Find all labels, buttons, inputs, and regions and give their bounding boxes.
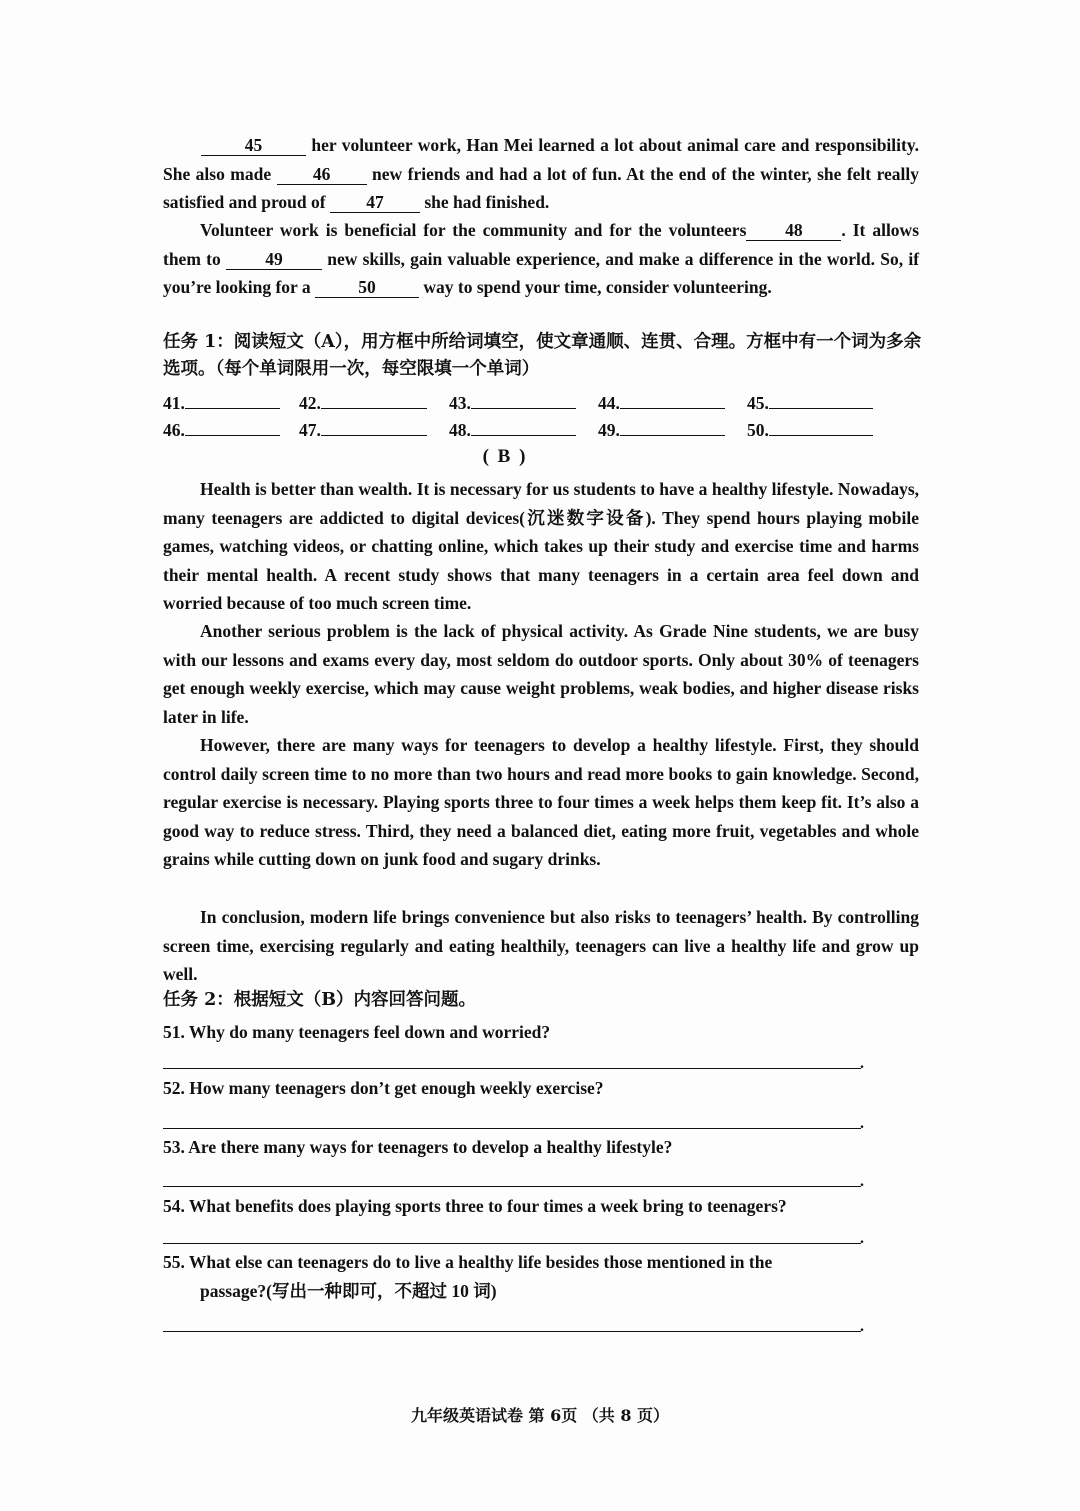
passage-a-text: new skills, gain valuable experience, and make a difference in the world. So, if you’re looking for a	[163, 248, 920, 298]
blank-50[interactable]: 50	[315, 277, 419, 298]
task-2-instruction: 任务 2：根据短文（B）内容回答问题。	[163, 990, 477, 1010]
period-mark: .	[860, 1115, 864, 1132]
answer-number: 41.	[163, 393, 185, 413]
blank-46[interactable]: 46	[277, 164, 367, 185]
answer-line-54[interactable]	[163, 1243, 861, 1244]
passage-a-text: her volunteer work, Han Mei learned a lot about animal care and responsibility. She also made	[163, 135, 919, 184]
answer-line-53[interactable]	[163, 1186, 861, 1187]
passage-a-text: . It allows them to	[163, 220, 919, 269]
answer-blank-41[interactable]	[185, 390, 280, 409]
period-mark: .	[860, 1230, 864, 1247]
question-55-line-1: 55. What else can teenagers do to live a healthy life besides those mentioned in the	[163, 1252, 773, 1272]
answer-number: 50.	[747, 420, 769, 440]
answer-blank-50[interactable]	[769, 417, 873, 436]
answer-number: 49.	[598, 420, 620, 440]
question-51: 51. Why do many teenagers feel down and worried?	[163, 1022, 551, 1042]
answer-line-52[interactable]	[163, 1128, 861, 1129]
answer-blank-49[interactable]	[620, 417, 725, 436]
answer-blank-46[interactable]	[185, 417, 280, 436]
answer-blank-47[interactable]	[321, 417, 427, 436]
passage-a-text: Volunteer work is beneficial for the community and for the volunteers	[200, 220, 747, 240]
passage-a-paragraph-1	[163, 131, 919, 217]
passage-b-paragraph-4: In conclusion, modern life brings convenience but also risks to teenagers’ health. By controlling screen time, exercising regularly and eating healthily, teenagers can live a healthy life and grow up well.	[163, 907, 919, 985]
question-55-line-2: passage?(写出一种即可，不超过 10 词)	[200, 1281, 497, 1301]
answer-line-55[interactable]	[163, 1331, 861, 1332]
answer-number: 43.	[449, 393, 471, 413]
answer-number: 42.	[299, 393, 321, 413]
answer-number: 44.	[598, 393, 620, 413]
task-1-instruction: 任务 1：阅读短文（A），用方框中所给词填空，使文章通顺、连贯、合理。方框中有一个词为多余选项。（每个单词限用一次，每空限填一个单词）	[163, 332, 922, 379]
answer-number: 46.	[163, 420, 185, 440]
answer-line-51[interactable]	[163, 1068, 861, 1069]
blank-45[interactable]: 45	[201, 135, 306, 156]
period-mark: .	[860, 1173, 864, 1190]
answer-number: 45.	[747, 393, 769, 413]
question-54: 54. What benefits does playing sports three to four times a week bring to teenagers?	[163, 1196, 787, 1216]
question-52: 52. How many teenagers don’t get enough weekly exercise?	[163, 1078, 604, 1098]
answer-blank-48[interactable]	[471, 417, 576, 436]
answer-blank-45[interactable]	[769, 390, 873, 409]
page-footer: 九年级英语试卷 第 6页 （共 8 页）	[410, 1406, 670, 1425]
passage-b-paragraph-2: Another serious problem is the lack of physical activity. As Grade Nine students, we are busy with our lessons and exams every day, most seldom do outdoor sports. Only about 30% of teenagers get enough weekly exercise, which may cause weight problems, weak bodies, and higher disease risks later in life.	[163, 621, 919, 727]
period-mark: .	[860, 1318, 864, 1335]
passage-b-paragraph-1: Health is better than wealth. It is necessary for us students to have a healthy lifestyle. Nowadays, many teenagers are addicted to digital devices(沉迷数字设备). They spend hours playing mobile games, watching videos, or chatting online, which takes up their study and exercise time and harms their mental health. A recent study shows that many teenagers in a certain area feel down and worried because of too much screen time.	[163, 479, 919, 614]
passage-b-paragraph-3: However, there are many ways for teenagers to develop a healthy lifestyle. First, they should control daily screen time to no more than two hours and read more books to gain knowledge. Second, regular exercise is necessary. Playing sports three to four times a week helps them keep fit. It’s also a good way to reduce stress. Third, they need a balanced diet, eating more fruit, vegetables and whole grains while cutting down on junk food and sugary drinks.	[163, 735, 919, 870]
period-mark: .	[860, 1055, 864, 1072]
passage-a-paragraph-2	[163, 216, 919, 302]
blank-47[interactable]: 47	[330, 192, 420, 213]
answer-number: 48.	[449, 420, 471, 440]
passage-a-text: she had finished.	[424, 192, 550, 213]
blank-48[interactable]: 48	[746, 220, 841, 241]
passage-a-text: way to spend your time, consider volunteering.	[423, 277, 772, 298]
question-55	[163, 1248, 923, 1306]
question-53: 53. Are there many ways for teenagers to develop a healthy lifestyle?	[163, 1137, 673, 1157]
passage-a-text: new friends and had a lot of fun. At the end of the winter, she felt really satisfied and proud of	[163, 163, 920, 213]
blank-49[interactable]: 49	[226, 249, 322, 270]
answer-blank-44[interactable]	[620, 390, 725, 409]
answer-blank-43[interactable]	[471, 390, 576, 409]
answer-number: 47.	[299, 420, 321, 440]
passage-b-heading: ( B )	[482, 446, 528, 467]
answer-blank-42[interactable]	[321, 390, 427, 409]
